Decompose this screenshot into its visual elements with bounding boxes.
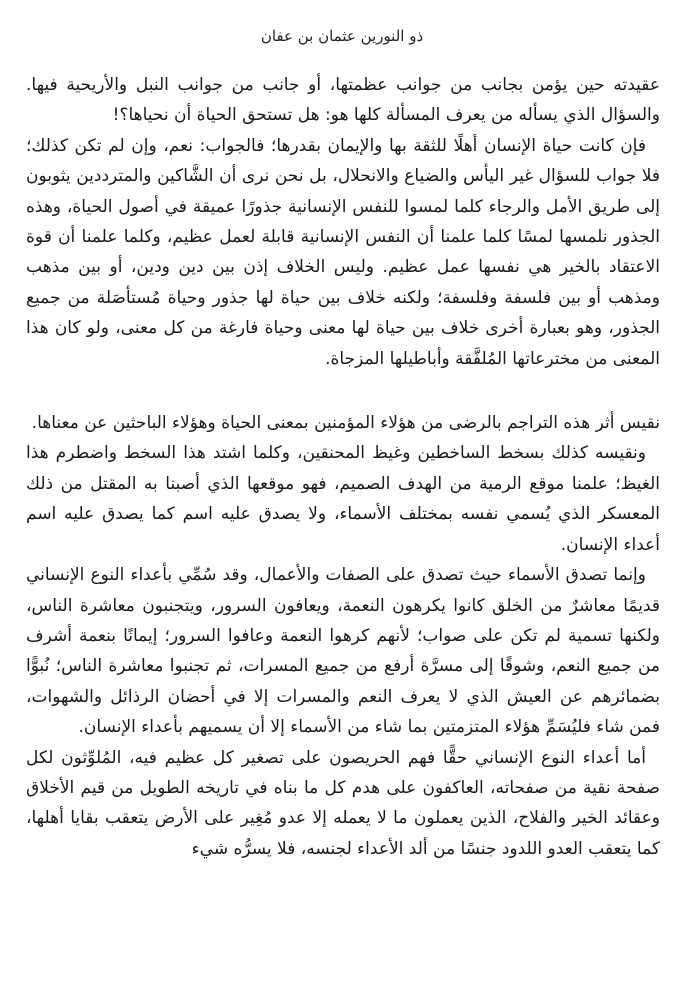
body-text <box>26 70 660 864</box>
running-header: ذو النورين عثمان بن عفان <box>260 27 424 45</box>
paragraph: عقيدته حين يؤمن بجانب من جوانب عظمتها، أو جانب من جوانب النبل والأريحية فيها. والسؤال الذي يسأله من يعرف المسألة كلها هو: هل تستحق الحياة أن نحياها؟! <box>26 75 660 126</box>
paragraph: ونقيسه كذلك بسخط الساخطين وغيظ المحنقين، وكلما اشتد هذا السخط واضطرم هذا الغيظ؛ علمنا موقع الرمية من الهدف الصميم، فهو موقعها الذي أصبنا به المقتل من ذلك المعسكر الذي يُسمي نفسه بمختلف الأسماء، ولا يصدق عليه اسم كما يصدق عليه اسم أعداء الإنسان. <box>26 443 660 555</box>
paragraph: وإنما تصدق الأسماء حيث تصدق على الصفات والأعمال، وقد سُمِّي بأعداء النوع الإنساني قديمًا معاشرٌ من الخلق كانوا يكرهون النعمة، ويعافون السرور، ويتجنبون معاشرة الناس، ولكنها تسمية لم تكن على صواب؛ لأنهم كرهوا النعمة وعافوا السرور؛ إيمانًا بنعمة أشرف من جميع النعم، وشوقًا إلى مسرَّة أرفع من جميع المسرات، ثم تجنبوا معاشرة الناس؛ نُبوًّا بضمائرهم عن العيش الذي لا يعرف النعم والمسرات إلا في أحضان الرذائل والشهوات، فمن شاء فليُسَمِّ هؤلاء المتزمتين بما شاء من الأسماء إلا أن يسميهم بأعداء الإنسان. <box>26 565 660 738</box>
paragraph: فإن كانت حياة الإنسان أهلًا للثقة بها والإيمان بقدرها؛ فالجواب: نعم، وإن لم تكن كذلك؛ فلا جواب للسؤال غير اليأس والضياع والانحلال، بل نحن نرى أن الشَّاكين والمترددين يثوبون إلى طريق الأمل والرجاء كلما لمسوا للنفس الإنسانية جذورًا عميقة في أصول الحياة، وهذه الجذور نلمسها لمسًا كلما علمنا أن النفس الإنسانية قابلة لعمل عظيم، وكلما علمنا أن قوة الاعتقاد بالخير هي نفسها عمل عظيم. وليس الخلاف إذن بين دين ودين، أو بين مذهب ومذهب أو بين فلسفة وفلسفة؛ ولكنه خلاف بين حياة لها جذور وحياة مُستأصَلة من جميع الجذور، وهو بعبارة أخرى خلاف بين حياة لها معنى وحياة فارغة من كل معنى، ولو كان هذا المعنى من مخترعاتها المُلفَّقة وأباطيلها المزجاة. <box>26 135 660 369</box>
paragraph: أما أعداء النوع الإنساني حقًّا فهم الحريصون على تصغير كل عظيم فيه، المُلوِّثون لكل صفحة نقية من صفحاته، العاكفون على هدم كل ما بناه في تاريخه الطويل من قيم الأخلاق وعقائد الخير والفلاح، الذين يعملون ما لا يعمله إلا عدو مُغِير على الأرض يتعقب بقايا أهلها، كما يتعقب العدو اللدود جنسًا من ألد الأعداء لجنسه، فلا يسرُّه شيء <box>26 747 660 859</box>
paragraph: نقيس أثر هذه التراجم بالرضى من هؤلاء المؤمنين بمعنى الحياة وهؤلاء الباحثين عن معناها. <box>31 413 660 434</box>
